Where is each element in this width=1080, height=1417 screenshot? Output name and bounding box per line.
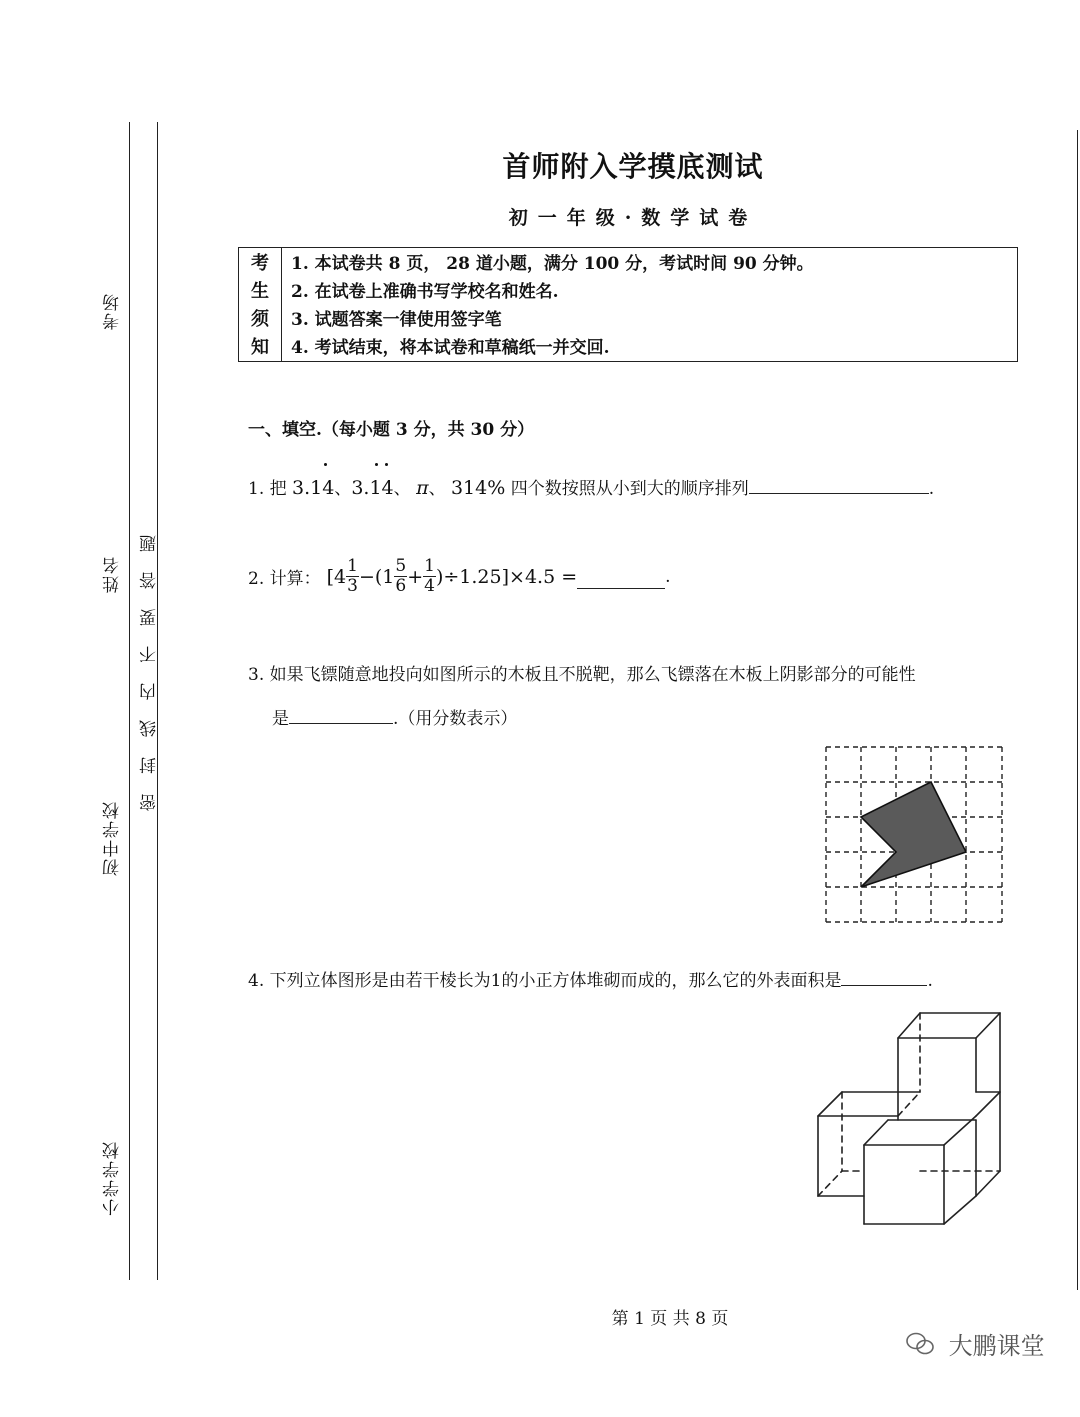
q1-pi: π — [416, 477, 429, 499]
question-4 — [248, 966, 933, 991]
q2-fraction-2: $\frac{5}{6}$ — [395, 556, 407, 596]
page-title: 首师附入学摸底测试 — [502, 150, 764, 183]
page-subtitle: 初一年级·数学试卷 — [508, 207, 758, 229]
q1-percent: 314% — [450, 477, 506, 499]
q1-text: 四个数按照从小到大的顺序排列 — [510, 479, 749, 499]
notice-box — [238, 247, 1018, 362]
q2-answer-blank[interactable] — [577, 570, 665, 589]
question-1 — [248, 474, 934, 499]
q1-sep: 、 — [393, 479, 411, 499]
watermark — [905, 1326, 1045, 1363]
q1-sep: 、 — [334, 479, 352, 499]
question-3-line-2 — [272, 704, 517, 729]
page-right-rule — [1077, 130, 1078, 1290]
notice-item: 4. 考试结束，将本试卷和草稿纸一并交回. — [291, 338, 610, 358]
notice-items — [291, 250, 814, 362]
margin-seal-warning: 密封线内不要答题 — [140, 515, 160, 811]
question-3-line-1: 3. 如果飞镖随意地投向如图所示的木板且不脱靶，那么飞镖落在木板上阴影部分的可能性 — [248, 665, 916, 685]
notice-item: 1. 本试卷共 8 页， 28 道小题，满分 100 分，考试时间 90 分钟。 — [291, 254, 814, 274]
q4-end: . — [927, 971, 933, 991]
margin-rule-outer — [129, 122, 130, 1280]
notice-item: 3. 试题答案一律使用签字笔 — [291, 310, 502, 330]
q2-end: . — [665, 566, 671, 587]
notice-head-char: 考 — [251, 253, 269, 274]
q1-number-a: 3.14 — [292, 477, 335, 499]
q4-answer-blank[interactable] — [841, 967, 927, 986]
notice-head — [239, 248, 282, 361]
q2-expr: [4 — [326, 565, 347, 588]
margin-name-label: 姓名 — [103, 555, 123, 593]
repeating-dot — [385, 463, 388, 466]
q2-expr: )÷1.25]×4.5 = — [435, 565, 578, 588]
q3-answer-blank[interactable] — [289, 705, 393, 724]
q2-prefix: 2. 计算： — [248, 569, 321, 589]
q1-sep: 、 — [428, 479, 446, 499]
wechat-icon — [905, 1331, 935, 1363]
margin-exam-room-label: 考场 — [103, 292, 123, 330]
notice-head-char: 生 — [251, 281, 269, 302]
shaded-region — [861, 782, 966, 887]
q2-fraction-1: $\frac{1}{3}$ — [347, 556, 358, 596]
repeating-dot — [375, 463, 378, 466]
q1-end: . — [928, 479, 935, 499]
page-number: 第 1 页 共 8 页 — [611, 1309, 729, 1329]
question-2 — [248, 557, 671, 596]
dartboard-figure — [822, 744, 1006, 926]
q3-suffix: .（用分数表示） — [393, 709, 518, 729]
q1-prefix: 1. 把 — [248, 479, 287, 499]
q1-number-b: 3.14 — [351, 477, 394, 499]
notice-head-char: 知 — [251, 337, 269, 358]
q2-expr: −(1 — [358, 565, 395, 588]
section-heading: 一、填空.（每小题 3 分，共 30 分） — [248, 420, 535, 440]
margin-primary-school-label: 小学学校 — [103, 1140, 123, 1216]
watermark-text: 大鹏课堂 — [948, 1332, 1045, 1360]
cube-stack-figure — [812, 1008, 1008, 1230]
q4-text: 4. 下列立体图形是由若干棱长为1的小正方体堆砌而成的，那么它的外表面积是 — [248, 971, 842, 991]
repeating-dot — [324, 463, 327, 466]
q3-prefix: 是 — [272, 709, 289, 729]
margin-middle-school-label: 初中学校 — [103, 800, 123, 876]
q2-expr: + — [407, 565, 424, 588]
q2-fraction-3: $\frac{1}{4}$ — [424, 556, 435, 596]
q1-answer-blank[interactable] — [749, 475, 929, 494]
notice-head-char: 须 — [251, 309, 269, 330]
notice-item: 2. 在试卷上准确书写学校名和姓名. — [291, 282, 559, 302]
